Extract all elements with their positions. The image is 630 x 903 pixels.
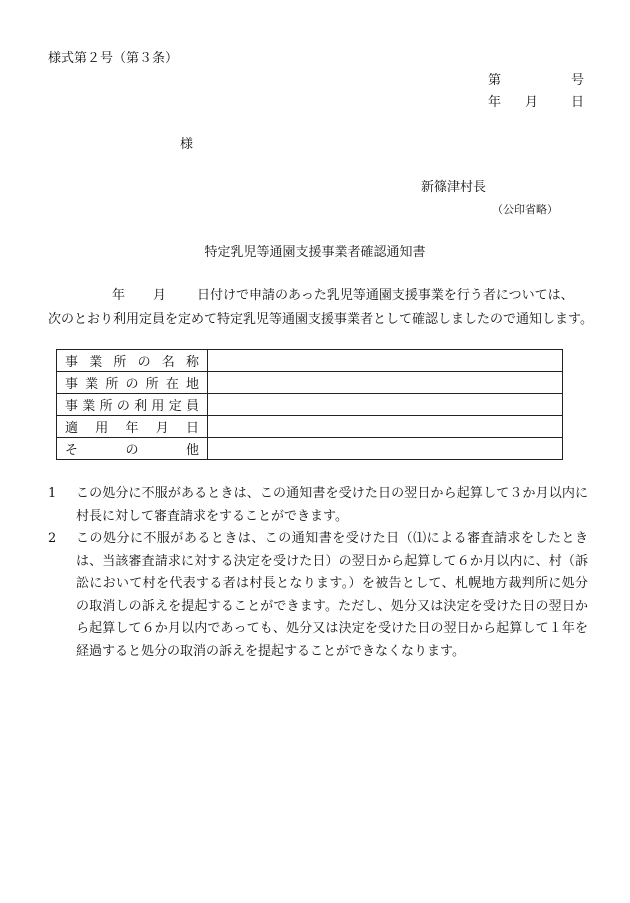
sender-title: 新篠津村長 <box>421 180 487 195</box>
document-number <box>488 74 584 88</box>
table-row <box>57 350 563 372</box>
row-value <box>208 416 563 438</box>
table-row <box>57 372 563 394</box>
date-year-label: 年 <box>488 95 502 110</box>
row-label: 事業所の所在地 <box>57 372 208 394</box>
appeal-notes <box>48 483 588 663</box>
row-value <box>208 394 563 416</box>
note-text: この処分に不服があるときは、この通知書を受けた日の翌日から起算して３か月以内に村長に対して審査請求をすることができます。 <box>76 486 588 524</box>
document-number-suffix: 号 <box>571 73 585 88</box>
note-item <box>48 483 588 528</box>
row-label: 適用年月日 <box>57 416 208 438</box>
seal-omitted-note: （公印省略） <box>492 203 558 216</box>
table-row <box>57 438 563 460</box>
date-day-label: 日 <box>571 95 585 110</box>
date-month-label: 月 <box>525 95 539 110</box>
document-number-prefix: 第 <box>488 73 502 88</box>
note-text: この処分に不服があるときは、この通知書を受けた日（⑴による審査請求をしたときは、当該審査請求に対する決定を受けた日）の翌日から起算して６か月以内に、村（訴訟において村を代表する者は村長となります。）を被告として、札幌地方裁判所に処分の取消しの訴えを提起することができます。ただし、処分又は決定を受けた日の翌日から起算して６か月以内であっても、処分又は決定を受けた日の翌日から起算して１年を経過すると処分の取消の訴えを提起することができなくなります。 <box>76 531 588 659</box>
body-year-label: 年 <box>112 288 126 303</box>
note-number: 1 <box>48 486 57 501</box>
recipient-suffix: 様 <box>180 137 194 152</box>
form-number: 様式第２号（第３条） <box>48 51 179 66</box>
row-value <box>208 350 563 372</box>
facility-info-table <box>56 349 563 460</box>
issue-date <box>488 96 584 110</box>
body-paragraph: 次のとおり利用定員を定めて特定乳児等通園支援事業者として確認しましたので通知します。 <box>48 312 593 327</box>
row-label: その他 <box>57 438 208 460</box>
body-first-line <box>48 289 588 303</box>
note-number: 2 <box>48 531 57 546</box>
body-intro-line1: 日付けで申請のあった乳児等通園支援事業を行う者については、 <box>197 288 574 303</box>
document-title: 特定乳児等通園支援事業者確認通知書 <box>204 245 426 260</box>
row-label: 事業所の利用定員 <box>57 394 208 416</box>
row-value <box>208 438 563 460</box>
body-month-label: 月 <box>153 288 167 303</box>
table-row <box>57 394 563 416</box>
table-row <box>57 416 563 438</box>
row-label: 事業所の名称 <box>57 350 208 372</box>
row-value <box>208 372 563 394</box>
note-item <box>48 528 588 663</box>
